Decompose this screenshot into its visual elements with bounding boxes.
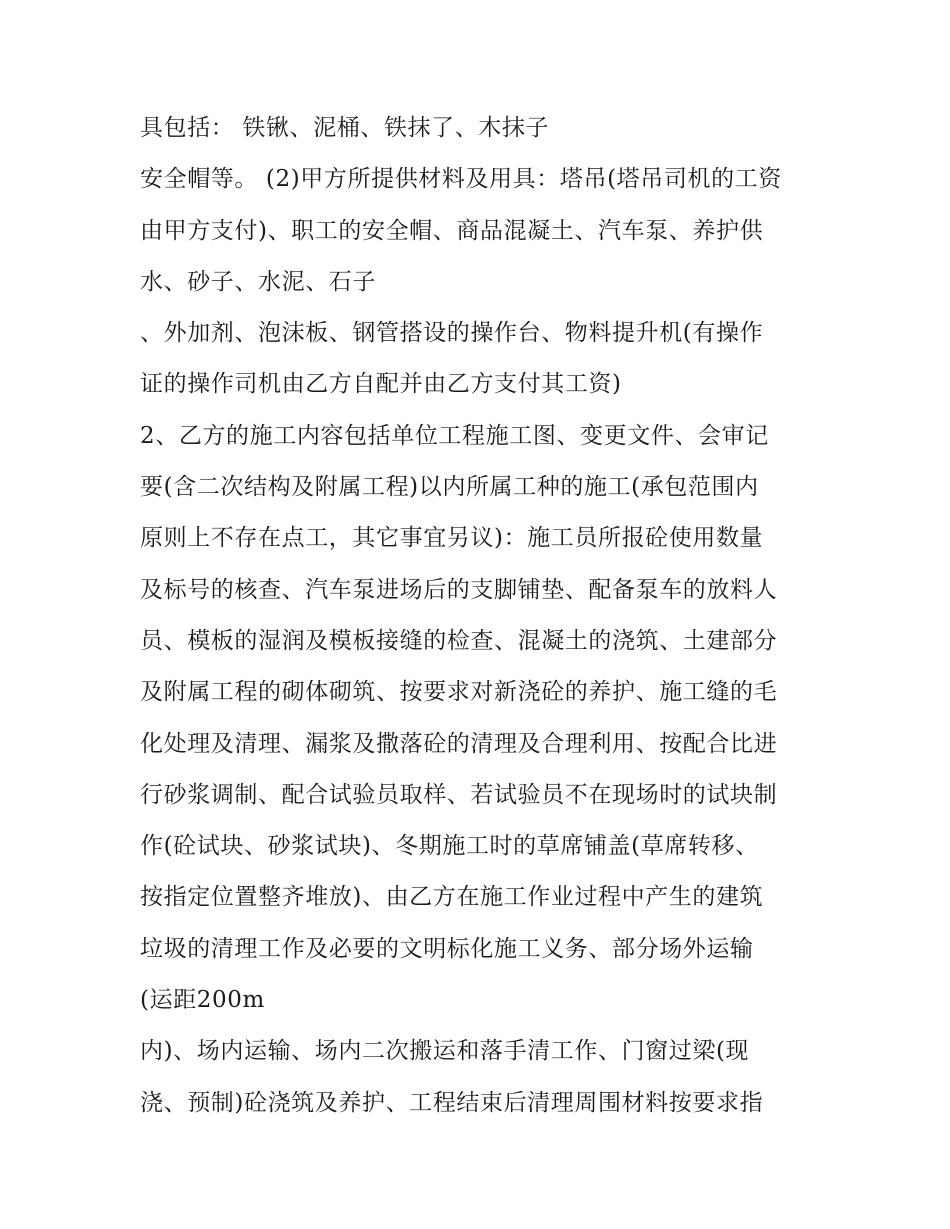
text-line: 2、乙方的施工内容包括单位工程施工图、变更文件、会审记 <box>140 422 769 449</box>
text-line: 行砂浆调制、配合试验员取样、若试验员不在现场时的试块制 <box>140 781 778 808</box>
text-line: 由甲方支付)、职工的安全帽、商品混凝土、汽车泵、养护供 <box>140 217 764 244</box>
text-line: 按指定位置整齐堆放)、由乙方在施工作业过程中产生的建筑 <box>140 884 764 911</box>
text-line: 及标号的核查、汽车泵进场后的支脚铺垫、配备泵车的放料人 <box>140 576 778 603</box>
text-line: 原则上不存在点工，其它事宜另议)：施工员所报砼使用数量 <box>140 525 764 552</box>
text-line: 证的操作司机由乙方自配并由乙方支付其工资) <box>140 371 622 398</box>
text-line: (运距200m <box>140 987 265 1014</box>
text-line: 及附属工程的砌体砌筑、按要求对新浇砼的养护、施工缝的毛 <box>140 679 778 706</box>
text-line: 水、砂子、水泥、石子 <box>140 268 376 295</box>
text-line: 要(含二次结构及附属工程)以内所属工种的施工(承包范围内 <box>140 474 759 501</box>
text-line: 、外加剂、泡沫板、钢管搭设的操作台、物料提升机(有操作 <box>140 320 764 347</box>
text-line: 垃圾的清理工作及必要的文明标化施工义务、部分场外运输 <box>140 935 754 962</box>
text-line: 具包括： 铁锹、泥桶、铁抹了、木抹子 <box>140 115 550 141</box>
text-line: 员、模板的湿润及模板接缝的检查、混凝土的浇筑、土建部分 <box>140 627 778 654</box>
text-line: 安全帽等。 (2)甲方所提供材料及用具：塔吊(塔吊司机的工资 <box>140 166 782 193</box>
text-line: 作(砼试块、砂浆试块)、冬期施工时的草席铺盖(草席转移、 <box>140 833 759 860</box>
text-line: 内)、场内运输、场内二次搬运和落手清工作、门窗过梁(现 <box>140 1038 750 1065</box>
text-line: 浇、预制)砼浇筑及养护、工程结束后清理周围材料按要求指 <box>140 1089 764 1116</box>
body-text <box>140 108 840 1134</box>
text-line: 化处理及清理、漏浆及撒落砼的清理及合理利用、按配合比进 <box>140 730 778 757</box>
